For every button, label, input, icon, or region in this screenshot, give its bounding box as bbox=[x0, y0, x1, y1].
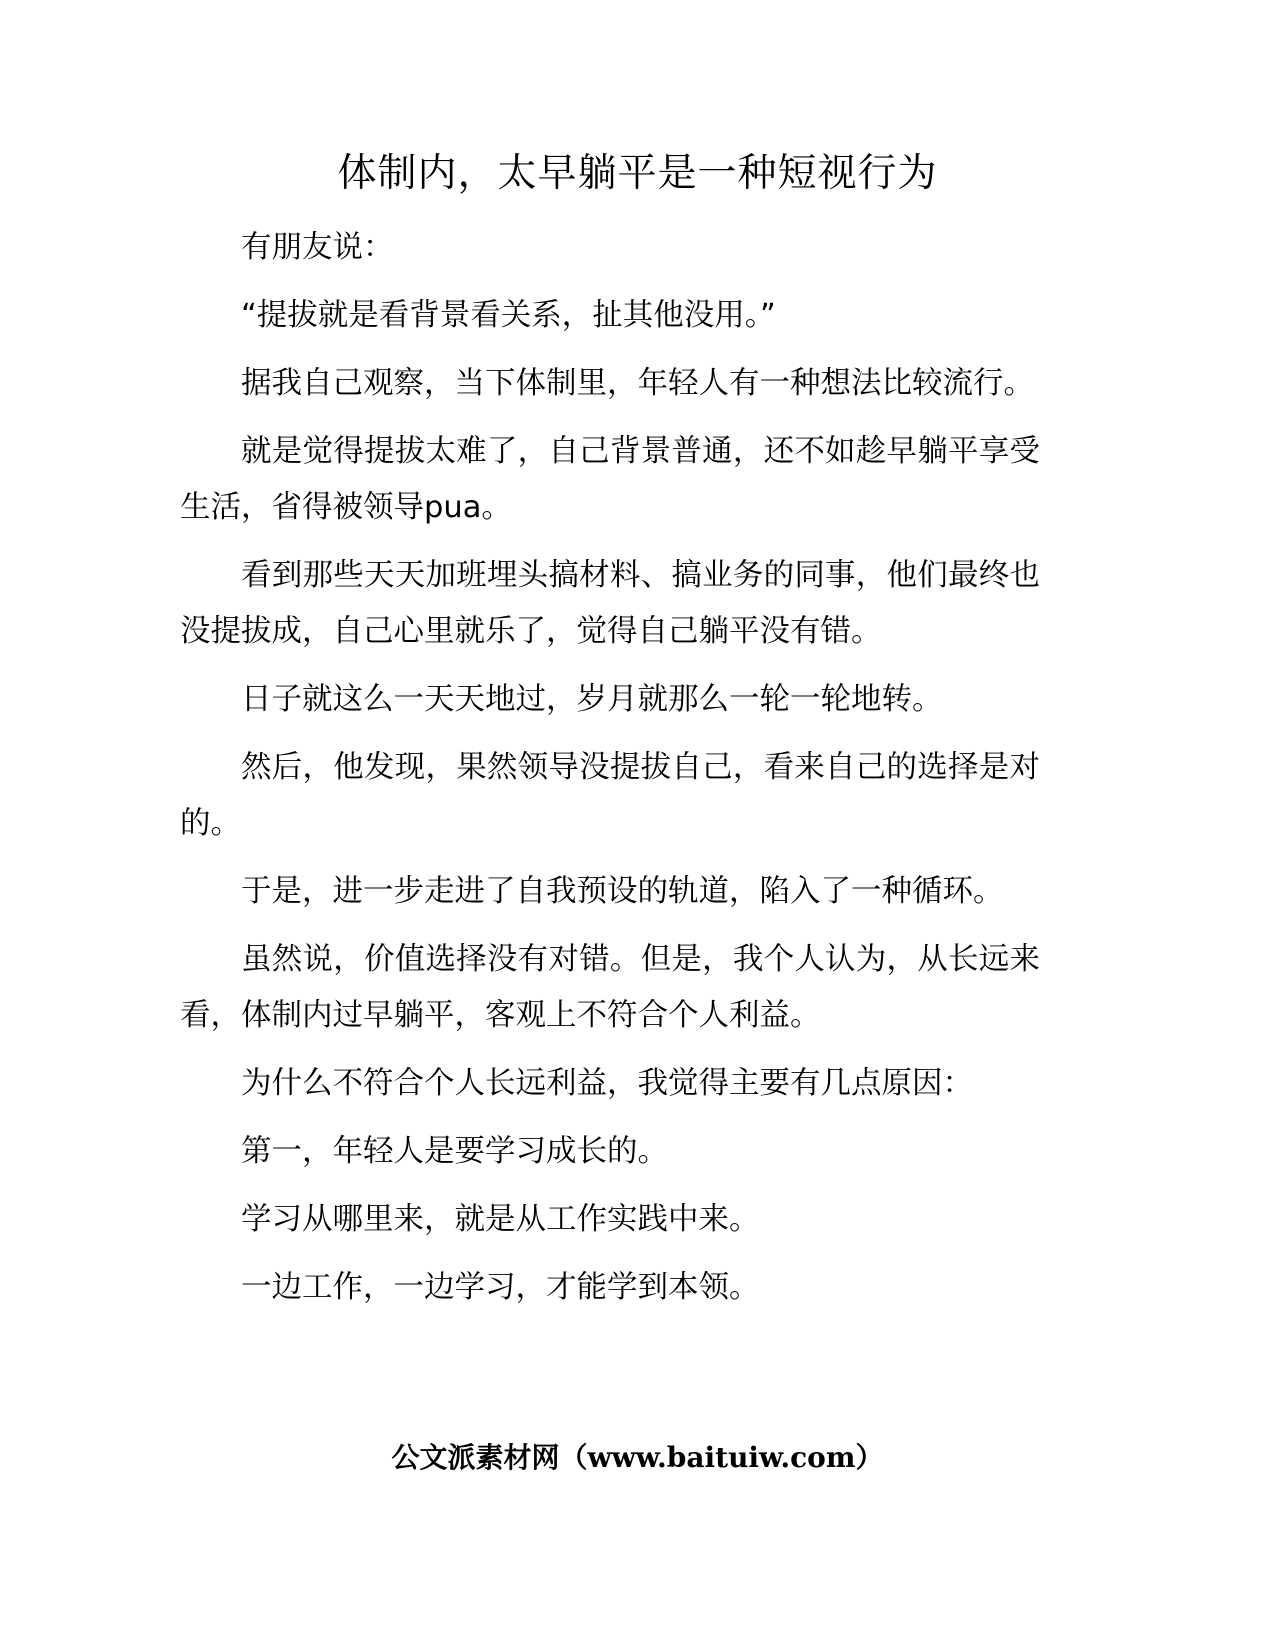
paragraph: 日子就这么一天天地过，岁月就那么一轮一轮地转。 bbox=[241, 682, 943, 717]
paragraph: 看到那些天天加班埋头搞材料、搞业务的同事，他们最终也没提拔成，自己心里就乐了，觉得自己躺平没有错。 bbox=[180, 558, 1040, 649]
paragraph: 虽然说，价值选择没有对错。但是，我个人认为，从长远来看，体制内过早躺平，客观上不符合个人利益。 bbox=[180, 942, 1040, 1033]
paragraph: 一边工作，一边学习，才能学到本领。 bbox=[241, 1270, 760, 1305]
paragraph: 为什么不符合个人长远利益，我觉得主要有几点原因： bbox=[241, 1066, 973, 1101]
paragraph: 有朋友说： bbox=[241, 230, 394, 265]
paragraph: 就是觉得提拔太难了，自己背景普通，还不如趁早躺平享受生活，省得被领导pua。 bbox=[180, 434, 1040, 525]
page-footer: 公文派素材网（www.baituiw.com） bbox=[391, 1441, 884, 1474]
document-title: 体制内，太早躺平是一种短视行为 bbox=[337, 151, 938, 196]
paragraph: 第一，年轻人是要学习成长的。 bbox=[241, 1134, 668, 1169]
paragraph: 然后，他发现，果然领导没提拔自己，看来自己的选择是对的。 bbox=[180, 750, 1040, 841]
document-body bbox=[180, 220, 1040, 1328]
paragraph: 学习从哪里来，就是从工作实践中来。 bbox=[241, 1202, 760, 1237]
paragraph: 于是，进一步走进了自我预设的轨道，陷入了一种循环。 bbox=[241, 874, 1004, 909]
paragraph: “提拔就是看背景看关系，扯其他没用。” bbox=[241, 298, 776, 333]
paragraph: 据我自己观察，当下体制里，年轻人有一种想法比较流行。 bbox=[241, 366, 1034, 401]
